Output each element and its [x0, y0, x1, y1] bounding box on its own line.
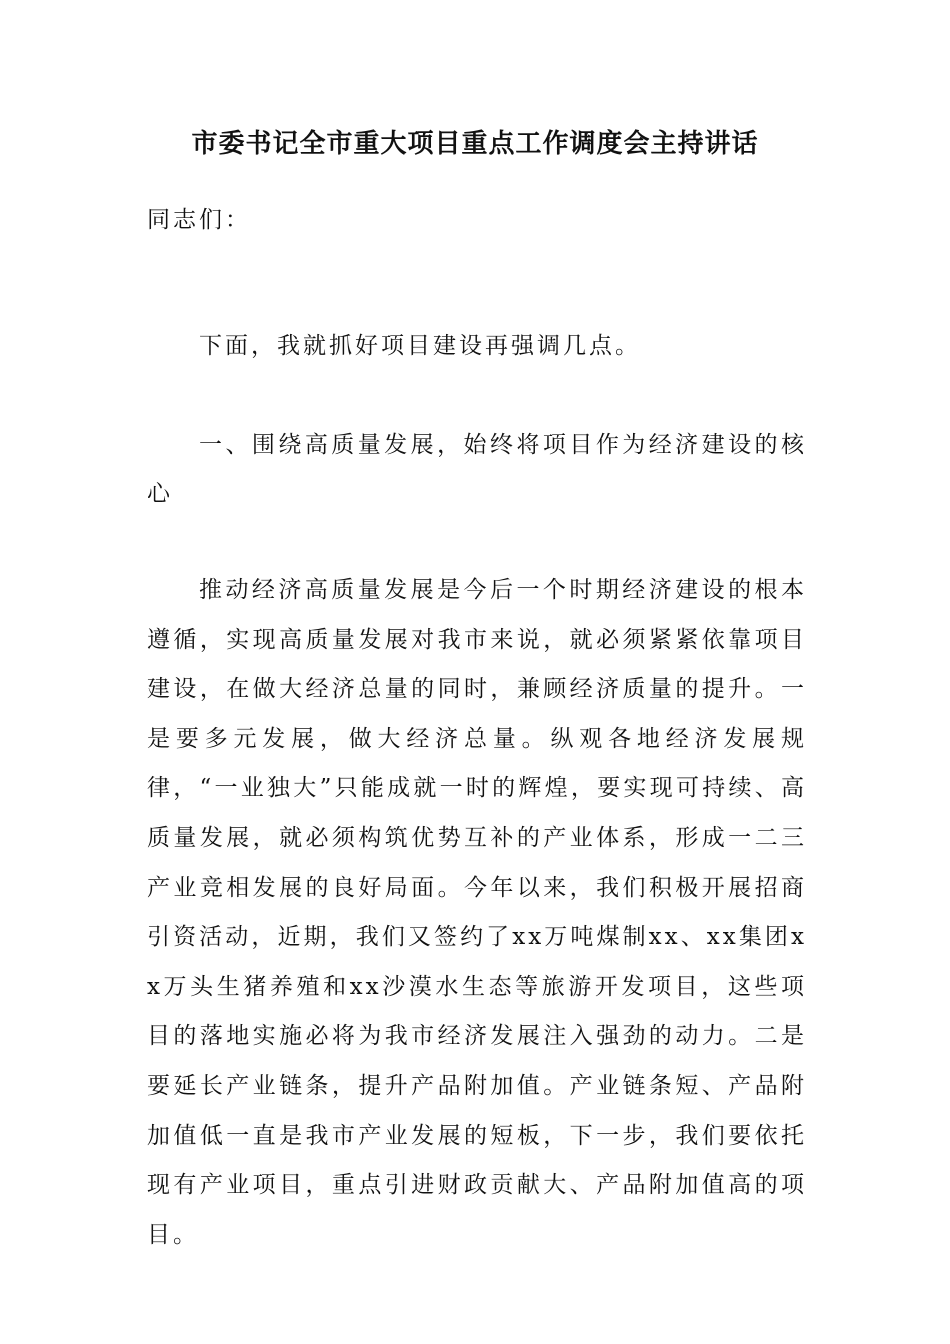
- salutation: 同志们：: [147, 207, 251, 233]
- body-paragraph: 推动经济高质量发展是今后一个时期经济建设的根本遵循，实现高质量发展对我市来说，就必须紧紧依靠项目建设，在做大经济总量的同时，兼顾经济质量的提升。一是要多元发展，做大经济总量。纵观各地经济发展规律，“一业独大”只能成就一时的辉煌，要实现可持续、高质量发展，就必须构筑优势互补的产业体系，形成一二三产业竞相发展的良好局面。今年以来，我们积极开展招商引资活动，近期，我们又签约了xx万吨煤制xx、xx集团xx万头生猪养殖和xx沙漠水生态等旅游开发项目，这些项目的落地实施必将为我市经济发展注入强劲的动力。二是要延长产业链条，提升产品附加值。产业链条短、产品附加值低一直是我市产业发展的短板，下一步，我们要依托现有产业项目，重点引进财政贡献大、产品附加值高的项目。: [147, 577, 807, 1248]
- section-heading: 一、围绕高质量发展，始终将项目作为经济建设的核心: [147, 432, 807, 507]
- document-title: 市委书记全市重大项目重点工作调度会主持讲话: [191, 129, 759, 159]
- intro-paragraph: 下面，我就抓好项目建设再强调几点。: [199, 333, 641, 359]
